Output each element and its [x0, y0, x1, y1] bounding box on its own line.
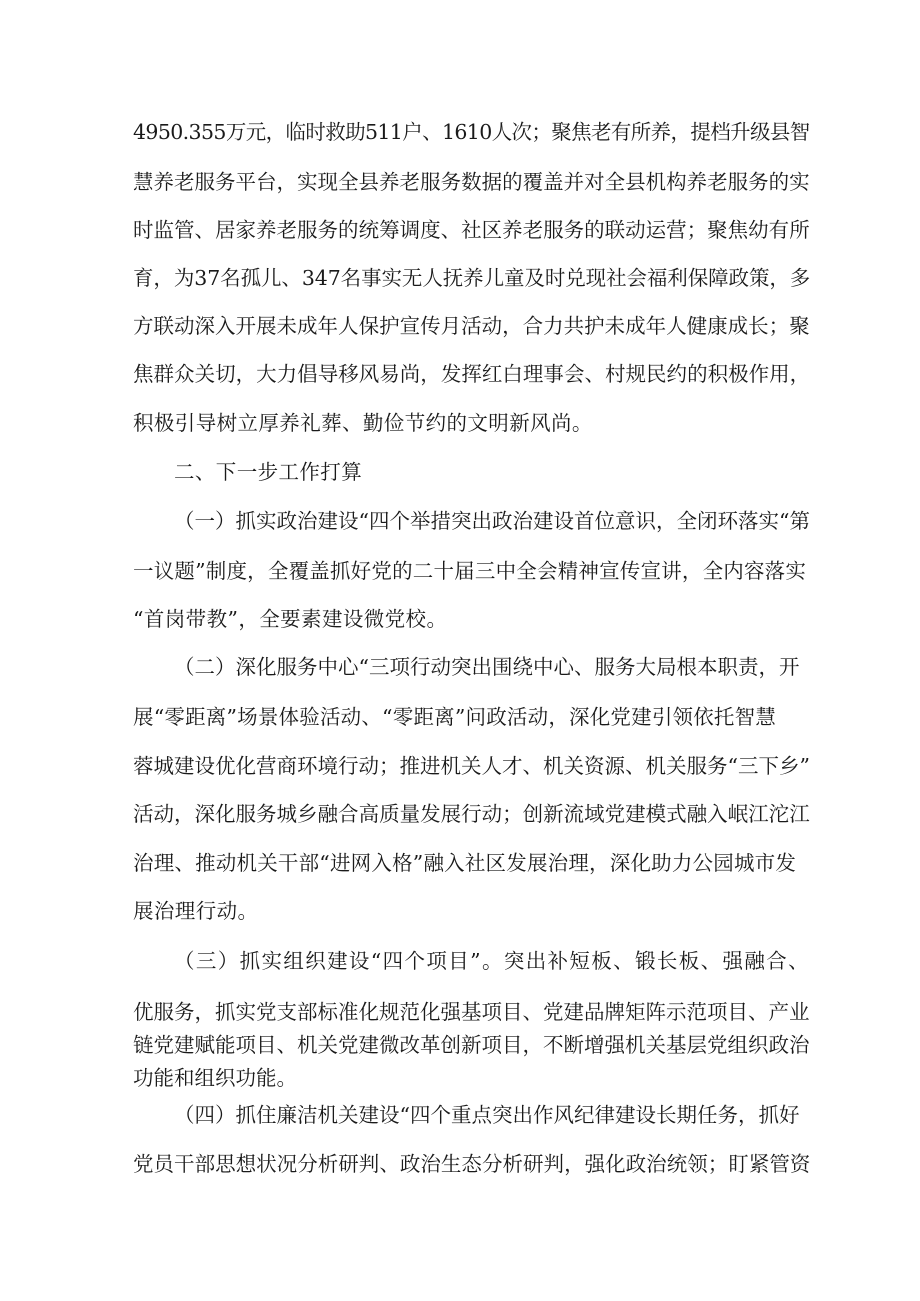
text-line-9-content: （一）抓实政治建设“四个举措突出政治建设首位意识，全闭环落实“第 [174, 509, 810, 533]
text-line-16-content: 治理、推动机关干部“进网入格”融入社区发展治理，深化助力公园城市发 [133, 851, 797, 875]
text-line-2-content: 慧养老服务平台，实现全县养老服务数据的覆盖并对全县机构养老服务的实 [133, 170, 810, 194]
text-line-22-content: （四）抓住廉洁机关建设“四个重点突出作风纪律建设长期任务，抓好 [174, 1103, 800, 1127]
text-line-13-content: 展“零距离”场景体验活动、“零距离”问政活动，深化党建引领依托智慧 [133, 705, 777, 729]
text-line-3-content: 时监管、居家养老服务的统筹调度、社区养老服务的联动运营；聚焦幼有所 [133, 218, 810, 242]
text-line-12-content: （二）深化服务中心“三项行动突出围绕中心、服务大局根本职责，开 [174, 655, 800, 679]
text-line-23-content: 党员干部思想状况分析研判、政治生态分析研判，强化政治统领；盯紧管资 [133, 1152, 811, 1176]
text-line-19-content: 优服务，抓实党支部标准化规范化强基项目、党建品牌矩阵示范项目、产业 [133, 1000, 810, 1024]
text-line-14-content: 蓉城建设优化营商环境行动；推进机关人才、机关资源、机关服务“三下乡” [133, 754, 810, 778]
text-line-21-content: 功能和组织功能。 [133, 1066, 297, 1090]
text-line-4-content: 育，为37名孤儿、347名事实无人抚养儿童及时兑现社会福利保障政策，多 [133, 266, 811, 290]
text-line-18-content: （三）抓实组织建设“四个项目”。突出补短板、锻长板、强融合、 [174, 949, 810, 973]
text-line-1-content: 4950.355万元，临时救助511户、1610人次；聚焦老有所养，提档升级县智 [133, 120, 810, 144]
text-line-15-content: 活动，深化服务城乡融合高质量发展行动；创新流域党建模式融入岷江沱江 [133, 802, 810, 826]
section-heading-text: 二、下一步工作打算 [174, 460, 363, 484]
text-line-7-content: 积极引导树立厚养礼葬、勤俭节约的文明新风尚。 [133, 411, 593, 435]
text-line-11-content: “首岗带教”，全要素建设微党校。 [133, 607, 448, 631]
text-line-6-content: 焦群众关切，大力倡导移风易尚，发挥红白理事会、村规民约的积极作用， [133, 362, 811, 386]
text-line-10-content: 一议题”制度，全覆盖抓好党的二十届三中全会精神宣传宣讲，全内容落实 [133, 559, 807, 583]
text-line-17-content: 展治理行动。 [133, 899, 259, 923]
text-line-5-content: 方联动深入开展未成年人保护宣传月活动，合力共护未成年人健康成长；聚 [133, 314, 810, 338]
text-line-20-content: 链党建赋能项目、机关党建微改革创新项目，不断增强机关基层党组织政治 [133, 1033, 810, 1057]
